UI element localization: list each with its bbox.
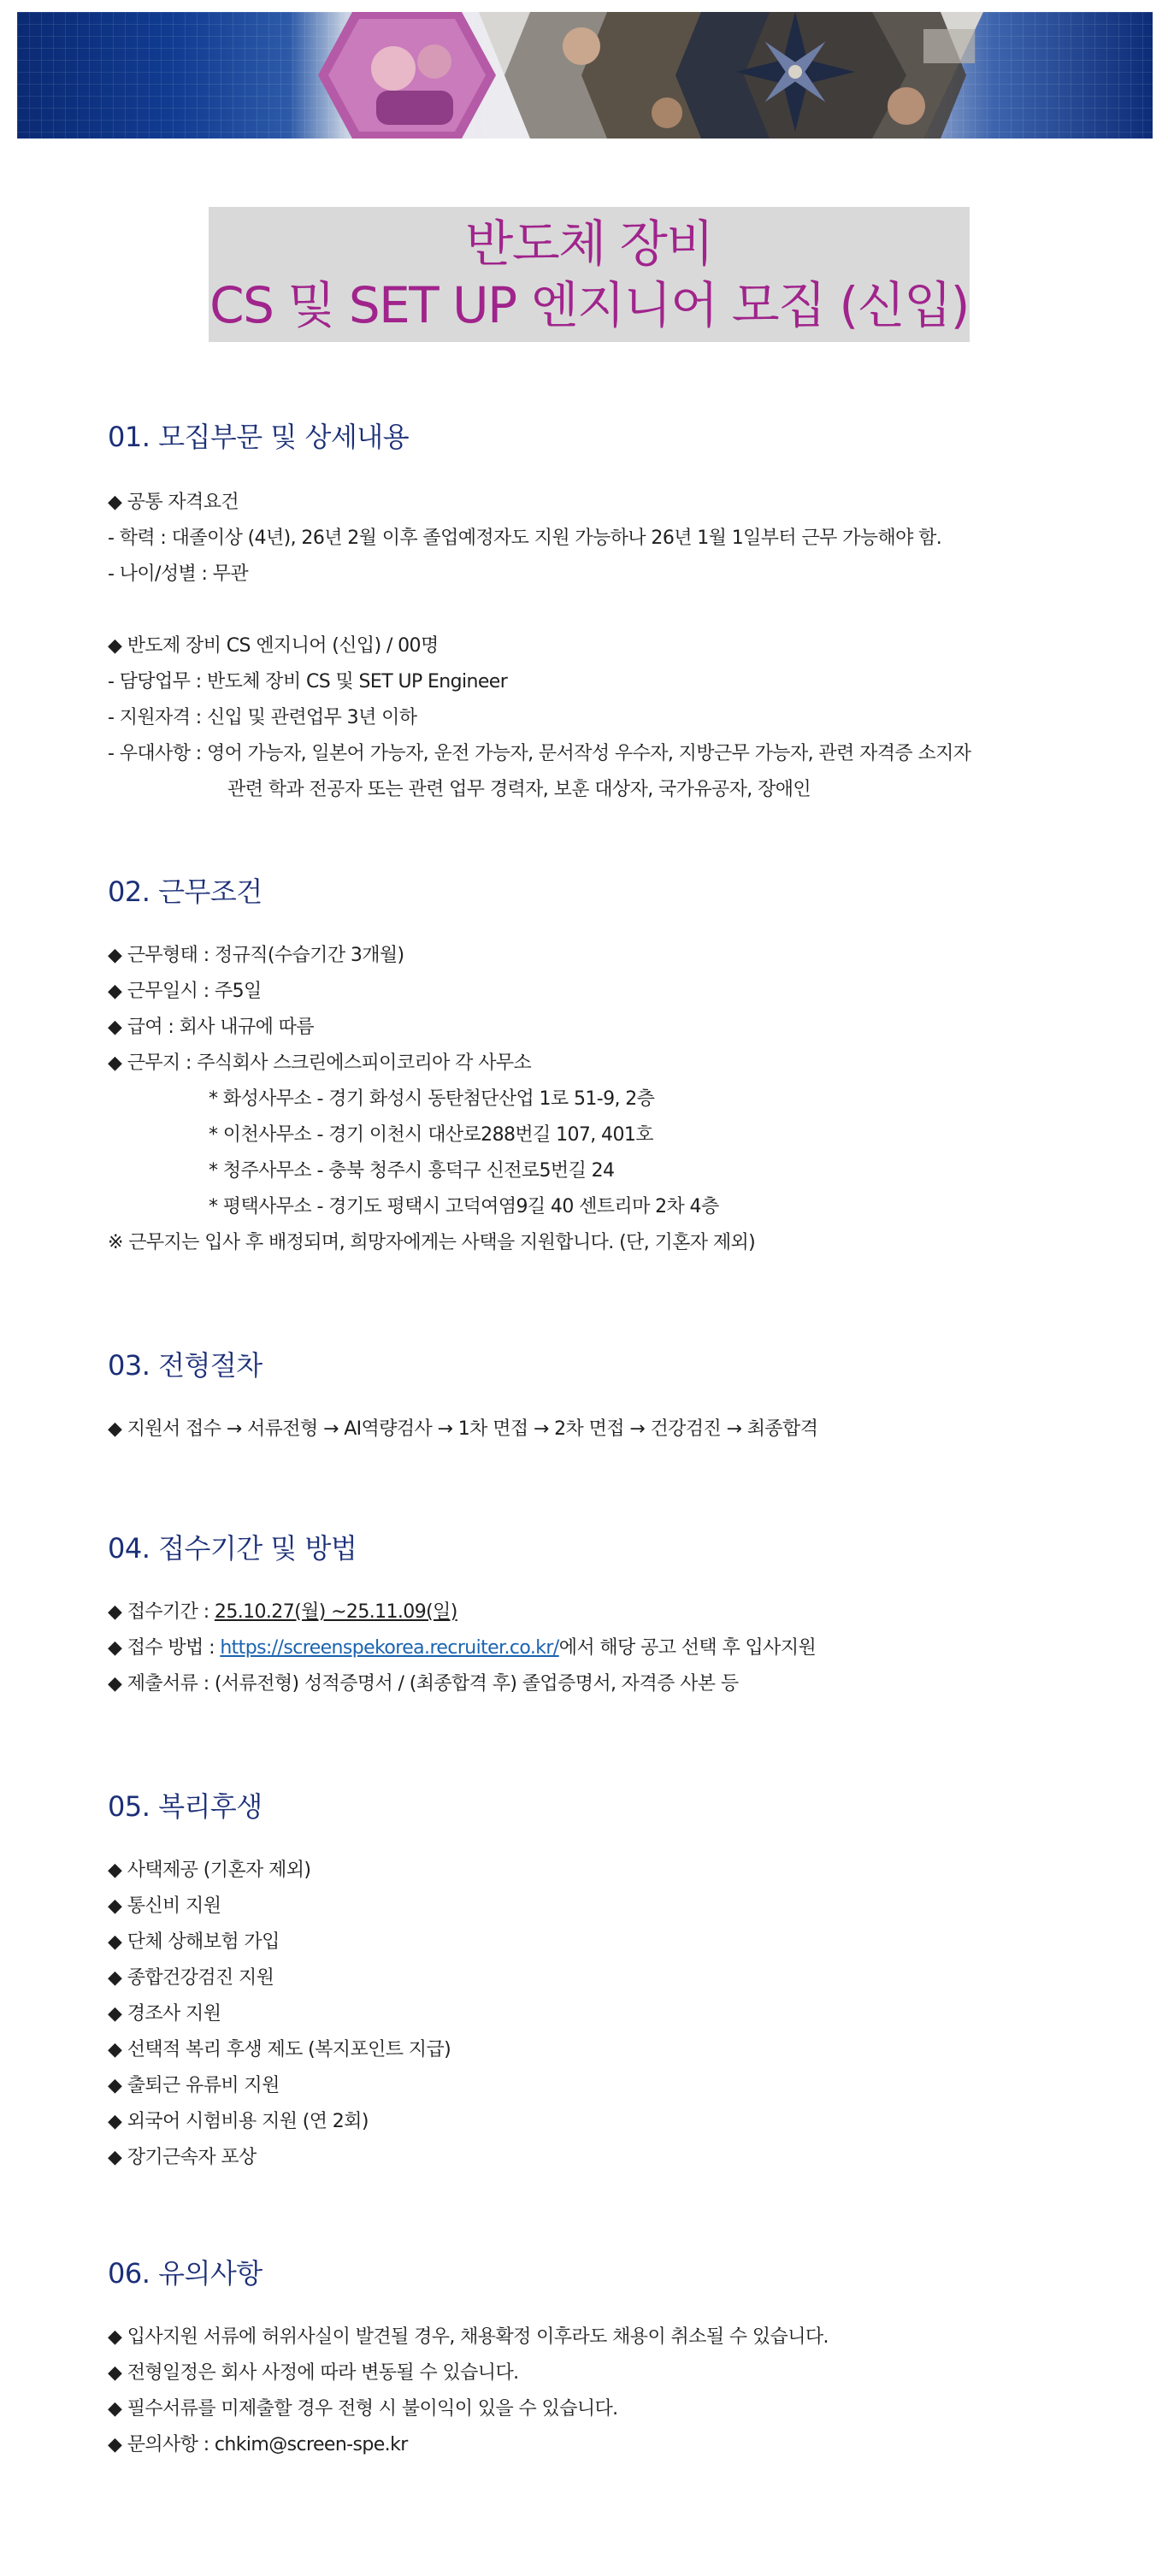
method-rest: 에서 해당 공고 선택 후 입사지원 [558, 1637, 817, 1659]
section-heading-application: 04. 접수기간 및 방법 [108, 1532, 357, 1565]
note-item: ◆ 필수서류를 미제출할 경우 전형 시 불이익이 있을 수 있습니다. [108, 2398, 618, 2420]
note-item: ◆ 전형일정은 회사 사정에 따라 변동될 수 있습니다. [108, 2362, 519, 2384]
recruit-site-link[interactable]: https://screenspekorea.recruiter.co.kr/ [220, 1637, 559, 1659]
required-documents: ◆ 제출서류 : (서류전형) 성적증명서 / (최종합격 후) 졸업증명서, 자격증 사본 등 [108, 1673, 739, 1695]
office-cheongju: * 청주사무소 - 충북 청주시 흥덕구 신전로5번길 24 [209, 1160, 615, 1182]
page-title-line2: CS 및 SET UP 엔지니어 모집 (신입) [209, 276, 969, 334]
preference-line-1: - 우대사항 : 영어 가능자, 일본어 가능자, 운전 가능자, 문서작성 우수자, 지방근무 가능자, 관련 자격증 소지자 [108, 743, 971, 764]
note-item: ◆ 입사지원 서류에 허위사실이 발견될 경우, 채용확정 이후라도 채용이 취소될 수 있습니다. [108, 2326, 829, 2348]
section-heading-recruit: 01. 모집부문 및 상세내용 [108, 421, 410, 453]
office-pyeongtaek: * 평택사무소 - 경기도 평택시 고덕여염9길 40 센트리마 2차 4층 [209, 1196, 719, 1217]
application-period [108, 1597, 457, 1624]
banner-image [17, 12, 1153, 139]
page-title-line1: 반도체 장비 [465, 215, 713, 273]
section-heading-benefits: 05. 복리후생 [108, 1790, 263, 1823]
education-requirement: - 학력 : 대졸이상 (4년), 26년 2월 이후 졸업예정자도 지원 가능하나 26년 1월 1일부터 근무 가능해야 함. [108, 528, 942, 549]
period-label: ◆ 접수기간 : [108, 1601, 215, 1623]
method-label: ◆ 접수 방법 : [108, 1637, 221, 1659]
period-value: 25.10.27(월) ~25.11.09(일) [214, 1601, 457, 1623]
employment-type: ◆ 근무형태 : 정규직(수습기간 3개월) [108, 945, 404, 966]
benefit-item: ◆ 출퇴근 유류비 지원 [108, 2075, 280, 2096]
benefit-item: ◆ 통신비 지원 [108, 1895, 221, 1917]
title-box [209, 207, 970, 342]
section-heading-notes: 06. 유의사항 [108, 2257, 263, 2290]
benefit-item: ◆ 사택제공 (기혼자 제외) [108, 1860, 311, 1881]
contact-email: ◆ 문의사항 : chkim@screen-spe.kr [108, 2434, 408, 2455]
office-icheon: * 이천사무소 - 경기 이천시 대산로288번길 107, 401호 [209, 1124, 653, 1146]
duty-line: - 담당업무 : 반도체 장비 CS 및 SET UP Engineer [108, 671, 508, 693]
qualification-line: - 지원자격 : 신입 및 관련업무 3년 이하 [108, 707, 417, 728]
work-location: ◆ 근무지 : 주식회사 스크린에스피이코리아 각 사무소 [108, 1052, 532, 1074]
age-gender-requirement: - 나이/성별 : 무관 [108, 563, 249, 585]
benefit-item: ◆ 경조사 지원 [108, 2003, 221, 2025]
benefit-item: ◆ 종합건강검진 지원 [108, 1967, 274, 1989]
office-hwaseong: * 화성사무소 - 경기 화성시 동탄첨단산업 1로 51-9, 2층 [209, 1088, 655, 1110]
benefit-item: ◆ 선택적 복리 후생 제도 (복지포인트 지급) [108, 2039, 451, 2060]
section-heading-conditions: 02. 근무조건 [108, 875, 263, 908]
selection-process: ◆ 지원서 접수 → 서류전형 → AI역량검사 → 1차 면접 → 2차 면접 → 건강검진 → 최종합격 [108, 1418, 818, 1440]
work-days: ◆ 근무일시 : 주5일 [108, 981, 262, 1002]
benefit-item: ◆ 단체 상해보험 가입 [108, 1931, 280, 1953]
preference-line-2: 관련 학과 전공자 또는 관련 업무 경력자, 보훈 대상자, 국가유공자, 장애인 [227, 779, 811, 800]
benefit-item: ◆ 외국어 시험비용 지원 (연 2회) [108, 2111, 369, 2132]
salary: ◆ 급여 : 회사 내규에 따름 [108, 1017, 314, 1038]
benefit-item: ◆ 장기근속자 포상 [108, 2147, 257, 2168]
common-qualifications-head: ◆ 공통 자격요건 [108, 492, 239, 513]
application-method [108, 1633, 816, 1659]
location-note: ※ 근무지는 입사 후 배정되며, 희망자에게는 사택을 지원합니다. (단, 기혼자 제외) [108, 1232, 756, 1253]
cs-engineer-head: ◆ 반도제 장비 CS 엔지니어 (신입) / 00명 [108, 635, 439, 657]
section-heading-process: 03. 전형절차 [108, 1349, 263, 1382]
